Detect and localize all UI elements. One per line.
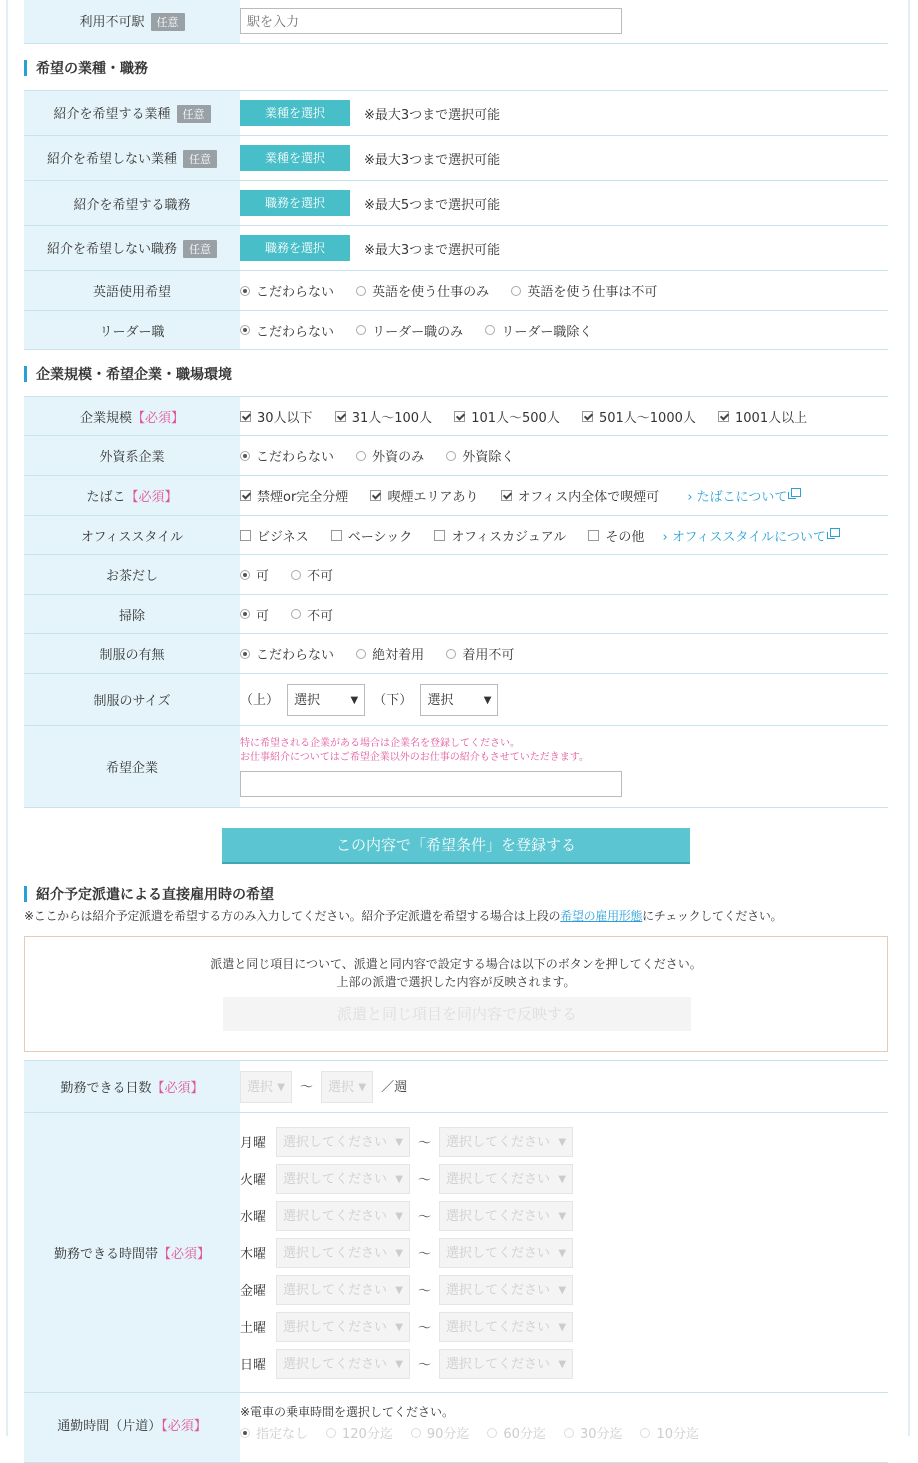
optional-badge: 任意: [177, 105, 211, 123]
radio-icon: [326, 1428, 336, 1438]
option-text: リーダー職のみ: [372, 324, 464, 340]
uniform-option-none[interactable]: [446, 644, 514, 663]
select-value: 選択してください: [283, 1282, 388, 1298]
required-mark: 【必須】: [125, 490, 178, 505]
leader-label: リーダー職: [24, 311, 240, 350]
select-duty-button[interactable]: 職務を選択: [240, 190, 350, 216]
section-title: 企業規模・希望企業・職場環境: [36, 367, 232, 383]
hours-to-select[interactable]: [439, 1275, 573, 1305]
radio-icon: [487, 1428, 497, 1438]
company-size-label: [24, 397, 240, 436]
job-cell-2: [240, 181, 888, 226]
radio-icon: [240, 286, 250, 296]
commute-option[interactable]: [564, 1423, 623, 1442]
dropdown-arrow-icon: ▼: [395, 1210, 403, 1222]
option-text: 501人～1000人: [598, 410, 696, 426]
link-text: たばこについて: [696, 490, 788, 505]
reflect-line-2: 上部の派遣で選択した内容が反映されます。: [336, 975, 576, 989]
preferred-company-label: 希望企業: [24, 726, 240, 808]
dropdown-arrow-icon: ▼: [558, 1284, 567, 1296]
work-hours-row: [240, 1234, 888, 1271]
dropdown-arrow-icon: ▼: [483, 694, 492, 706]
option-text: 30分迄: [579, 1427, 623, 1442]
days-from-select[interactable]: [240, 1071, 292, 1103]
option-text: こだわらない: [256, 450, 335, 465]
radio-icon: [411, 1428, 421, 1438]
preferred-company-cell: [240, 726, 888, 808]
reflect-area: [24, 930, 888, 1054]
work-hours-row: [240, 1123, 888, 1160]
radio-icon: [564, 1428, 574, 1438]
hours-to-select[interactable]: [439, 1201, 573, 1231]
dropdown-arrow-icon: ▼: [350, 694, 359, 706]
days-to-select[interactable]: [321, 1071, 373, 1103]
checkbox-icon: [240, 490, 251, 501]
dropdown-arrow-icon: ▼: [558, 1136, 567, 1148]
label-text: 紹介を希望しない業種: [46, 151, 177, 167]
select-value: 選択してください: [446, 1356, 551, 1372]
select-excluded-duty-button[interactable]: 職務を選択: [240, 235, 350, 261]
commute-option[interactable]: [411, 1423, 470, 1442]
checkbox-icon: [331, 530, 342, 541]
dropdown-arrow-icon: ▼: [395, 1247, 403, 1259]
option-text: ベーシック: [347, 529, 413, 545]
option-text: 60分迄: [503, 1427, 546, 1442]
option-text: リーダー職除く: [501, 324, 593, 340]
top-size-select[interactable]: [287, 684, 365, 716]
uniform-cell: [240, 634, 888, 674]
range-tilde: ～: [418, 1210, 432, 1225]
checkbox-icon: [501, 490, 512, 501]
uniform-size-label: 制服のサイズ: [24, 674, 240, 726]
unavailable-station-label: [24, 0, 240, 44]
register-conditions-button[interactable]: この内容で「希望条件」を登録する: [222, 828, 690, 864]
checkbox-icon: [434, 530, 445, 541]
label-text: 利用不可駅: [79, 14, 145, 30]
english-option-any[interactable]: [240, 281, 334, 300]
reflect-box: [24, 936, 888, 1052]
job-cell-3: [240, 226, 888, 271]
tobacco-cell: [240, 476, 888, 516]
preferred-company-note-1: 特に希望される企業がある場合は企業名を登録してください。: [240, 737, 520, 749]
dropdown-arrow-icon: ▼: [395, 1284, 403, 1296]
company-size-cell: [240, 397, 888, 436]
select-value: 選択: [247, 1079, 274, 1095]
section-job-header: [24, 44, 888, 90]
employment-type-link[interactable]: 希望の雇用形態: [560, 909, 643, 923]
day-label: 月曜: [240, 1136, 267, 1151]
radio-icon: [291, 570, 301, 580]
size-check-2[interactable]: [454, 407, 560, 426]
size-check-4[interactable]: [718, 407, 807, 426]
radio-icon: [485, 325, 495, 335]
foreign-option-any[interactable]: [240, 446, 334, 465]
tea-option-yes[interactable]: [240, 565, 269, 584]
option-text: ビジネス: [257, 529, 309, 545]
radio-icon: [240, 570, 250, 580]
external-window-icon: [830, 528, 840, 537]
radio-icon: [240, 451, 250, 461]
range-tilde: ～: [418, 1173, 432, 1188]
checkbox-icon: [370, 490, 381, 501]
option-text: 外資除く: [462, 450, 515, 465]
option-text: 可: [256, 608, 270, 624]
radio-icon: [446, 649, 456, 659]
radio-icon: [356, 286, 366, 296]
top-size-label: （上）: [240, 692, 280, 708]
option-text: 120分迄: [342, 1427, 393, 1442]
label-text: 紹介を希望する職務: [73, 197, 191, 213]
size-check-1[interactable]: [335, 407, 432, 426]
commute-option[interactable]: [487, 1423, 546, 1442]
work-hours-row: [240, 1345, 888, 1382]
checkbox-icon: [454, 411, 465, 422]
label-text: 通勤時間（片道）: [57, 1419, 162, 1434]
uniform-label: 制服の有無: [24, 634, 240, 674]
max-note: ※最大5つまで選択可能: [364, 197, 501, 213]
select-value: 選択してください: [446, 1208, 551, 1224]
hours-from-select[interactable]: [276, 1127, 410, 1157]
job-label-2: [24, 181, 240, 226]
office-style-info-link[interactable]: › オフィススタイルについて: [662, 530, 839, 545]
size-check-3[interactable]: [582, 407, 696, 426]
option-text: こだわらない: [256, 285, 335, 300]
range-tilde: ～: [418, 1358, 432, 1373]
section-dispatch-header: [24, 880, 888, 906]
desc-text: ※ここからは紹介予定派遣を希望する方のみ入力してください。紹介予定派遣を希望する場合は上段の: [24, 909, 561, 923]
commute-label: [24, 1393, 240, 1463]
preferred-company-note-2: お仕事紹介についてはご希望企業以外のお仕事の紹介もさせていただきます。: [240, 751, 589, 763]
preferred-company-input[interactable]: [240, 771, 622, 797]
option-text: こだわらない: [256, 324, 335, 340]
hours-to-select[interactable]: [439, 1312, 573, 1342]
office-check-3[interactable]: [588, 526, 644, 545]
bottom-size-select[interactable]: [420, 684, 498, 716]
tea-label: お茶だし: [24, 555, 240, 595]
label-text: 勤務できる日数: [60, 1081, 152, 1096]
range-tilde: ～: [418, 1321, 432, 1336]
uniform-option-must[interactable]: [356, 644, 424, 663]
reflect-line-1: 派遣と同じ項目について、派遣と同内容で設定する場合は以下のボタンを押してください。: [210, 957, 702, 971]
select-value: 選択してください: [283, 1134, 388, 1150]
label-text: 紹介を希望する業種: [53, 106, 171, 122]
checkbox-icon: [588, 530, 599, 541]
unavailable-station-cell: [240, 0, 888, 44]
radio-icon: [446, 451, 456, 461]
required-mark: 【必須】: [132, 410, 185, 426]
hours-to-select[interactable]: [439, 1164, 573, 1194]
office-style-label: オフィススタイル: [24, 516, 240, 555]
dropdown-arrow-icon: ▼: [558, 1210, 567, 1222]
select-value: 選択してください: [446, 1282, 551, 1298]
section-title: 紹介予定派遣による直接雇用時の希望: [36, 887, 274, 903]
dropdown-arrow-icon: ▼: [558, 1247, 567, 1259]
company-table: [24, 396, 888, 808]
tobacco-check-0[interactable]: [240, 486, 348, 505]
station-table: [24, 0, 888, 44]
select-value: 選択してください: [283, 1356, 388, 1372]
option-text: 禁煙or完全分煙: [257, 490, 349, 505]
dropdown-arrow-icon: ▼: [395, 1358, 403, 1370]
section-bar: [24, 60, 27, 76]
hours-from-select[interactable]: [276, 1312, 410, 1342]
option-text: 31人～100人: [351, 410, 433, 426]
day-label: 日曜: [240, 1358, 267, 1373]
option-text: 英語を使う仕事のみ: [372, 285, 490, 300]
office-check-0[interactable]: [240, 526, 309, 545]
option-text: 90分迄: [426, 1427, 470, 1442]
hours-from-select[interactable]: [276, 1349, 410, 1379]
section-title: 希望の業種・職務: [36, 61, 148, 77]
option-text: 10分迄: [656, 1427, 700, 1442]
select-value: 選択: [294, 692, 321, 708]
option-text: こだわらない: [256, 648, 335, 663]
hours-to-select[interactable]: [439, 1238, 573, 1268]
office-check-2[interactable]: [434, 526, 566, 545]
leader-option-exclude[interactable]: [485, 321, 592, 340]
optional-badge: 任意: [183, 240, 217, 258]
section-bar: [24, 886, 27, 902]
radio-icon: [240, 649, 250, 659]
leader-option-any[interactable]: [240, 321, 334, 340]
uniform-option-any[interactable]: [240, 644, 334, 663]
dropdown-arrow-icon: ▼: [277, 1081, 285, 1093]
leader-option-only[interactable]: [356, 321, 463, 340]
job-label-1: [24, 136, 240, 181]
foreign-cell: [240, 436, 888, 476]
radio-icon: [640, 1428, 650, 1438]
register-area: [24, 808, 888, 880]
left-frame-border: [6, 0, 8, 1436]
job-cell-1: [240, 136, 888, 181]
select-value: 選択してください: [283, 1319, 388, 1335]
english-option-only[interactable]: [356, 281, 489, 300]
cleaning-cell: [240, 595, 888, 634]
radio-icon: [291, 609, 301, 619]
job-table: [24, 90, 888, 350]
day-label: 木曜: [240, 1247, 267, 1262]
work-hours-cell: [240, 1113, 888, 1393]
select-value: 選択してください: [446, 1319, 551, 1335]
option-text: 30人以下: [257, 410, 313, 426]
reflect-same-button[interactable]: 派遣と同じ項目を同内容で反映する: [223, 997, 691, 1031]
select-excluded-industry-button[interactable]: 業種を選択: [240, 145, 350, 171]
option-text: 指定なし: [256, 1427, 309, 1442]
english-option-no[interactable]: [511, 281, 657, 300]
select-value: 選択してください: [283, 1208, 388, 1224]
hours-from-select[interactable]: [276, 1275, 410, 1305]
day-label: 金曜: [240, 1284, 267, 1299]
option-text: オフィスカジュアル: [451, 529, 567, 545]
radio-icon: [356, 649, 366, 659]
radio-icon: [240, 1428, 250, 1438]
hours-from-select[interactable]: [276, 1238, 410, 1268]
job-label-0: [24, 91, 240, 136]
work-days-cell: [240, 1061, 888, 1113]
foreign-option-exclude[interactable]: [446, 446, 514, 465]
work-hours-row: [240, 1271, 888, 1308]
option-text: 着用不可: [462, 648, 515, 663]
dropdown-arrow-icon: ▼: [395, 1173, 403, 1185]
hours-to-select[interactable]: [439, 1127, 573, 1157]
select-value: 選択: [328, 1079, 355, 1095]
tobacco-check-2[interactable]: [501, 486, 660, 505]
external-window-icon: [791, 488, 801, 497]
section-bar: [24, 366, 27, 382]
desc-text: にチェックしてください。: [642, 909, 783, 923]
range-tilde: ～: [418, 1284, 432, 1299]
bottom-size-label: （下）: [373, 692, 413, 708]
office-style-cell: [240, 516, 888, 555]
tobacco-check-1[interactable]: [370, 486, 478, 505]
range-tilde: ～: [300, 1079, 314, 1095]
option-text: 不可: [307, 569, 334, 584]
cleaning-label: 掃除: [24, 595, 240, 634]
option-text: 不可: [307, 608, 334, 624]
label-text: 企業規模: [79, 410, 132, 426]
day-label: 水曜: [240, 1210, 267, 1225]
dropdown-arrow-icon: ▼: [395, 1136, 403, 1148]
leader-cell: [240, 311, 888, 350]
range-tilde: ～: [418, 1136, 432, 1151]
checkbox-icon: [718, 411, 729, 422]
uniform-size-cell: [240, 674, 888, 726]
required-mark: 【必須】: [158, 1247, 211, 1262]
foreign-label: 外資系企業: [24, 436, 240, 476]
tea-cell: [240, 555, 888, 595]
option-text: 101人～500人: [471, 410, 560, 426]
day-label: 火曜: [240, 1173, 267, 1188]
radio-icon: [356, 325, 366, 335]
range-tilde: ～: [418, 1247, 432, 1262]
work-hours-row: [240, 1197, 888, 1234]
dropdown-arrow-icon: ▼: [358, 1081, 367, 1093]
select-industry-button[interactable]: 業種を選択: [240, 100, 350, 126]
select-value: 選択してください: [446, 1171, 551, 1187]
select-value: 選択してください: [283, 1171, 388, 1187]
radio-icon: [356, 451, 366, 461]
radio-icon: [240, 609, 250, 619]
form-wrapper: [24, 0, 888, 1463]
option-text: 可: [256, 569, 270, 584]
max-note: ※最大3つまで選択可能: [364, 152, 501, 168]
hours-to-select[interactable]: [439, 1349, 573, 1379]
station-input[interactable]: [240, 8, 622, 34]
work-days-label: [24, 1061, 240, 1113]
select-value: 選択してください: [446, 1134, 551, 1150]
dispatch-description: [24, 906, 888, 930]
work-hours-row: [240, 1160, 888, 1197]
right-frame-border: [908, 0, 910, 1436]
foreign-option-only[interactable]: [356, 446, 424, 465]
job-cell-0: [240, 91, 888, 136]
option-text: 絶対着用: [372, 648, 425, 663]
work-hours-row: [240, 1308, 888, 1345]
commute-cell: [240, 1393, 888, 1463]
hours-from-select[interactable]: [276, 1201, 410, 1231]
option-text: オフィス内全体で喫煙可: [517, 490, 660, 505]
checkbox-icon: [240, 530, 251, 541]
required-mark: 【必須】: [151, 1081, 204, 1096]
cleaning-option-yes[interactable]: [240, 605, 269, 624]
checkbox-icon: [582, 411, 593, 422]
radio-icon: [511, 286, 521, 296]
optional-badge: 任意: [183, 150, 217, 168]
commute-option[interactable]: [640, 1423, 699, 1442]
max-note: ※最大3つまで選択可能: [364, 107, 501, 123]
option-text: 喫煙エリアあり: [387, 490, 479, 505]
label-text: たばこ: [86, 490, 126, 505]
checkbox-icon: [335, 411, 346, 422]
tobacco-label: [24, 476, 240, 516]
option-text: 英語を使う仕事は不可: [527, 285, 658, 300]
required-mark: 【必須】: [161, 1419, 207, 1434]
optional-badge: 任意: [151, 13, 185, 31]
hours-from-select[interactable]: [276, 1164, 410, 1194]
size-check-0[interactable]: [240, 407, 313, 426]
commute-note: ※電車の乗車時間を選択してください。: [240, 1405, 455, 1419]
commute-option[interactable]: [326, 1423, 393, 1442]
label-text: 紹介を希望しない職務: [46, 241, 177, 257]
checkbox-icon: [240, 411, 251, 422]
option-text: その他: [605, 529, 645, 545]
work-hours-label: [24, 1113, 240, 1393]
dropdown-arrow-icon: ▼: [395, 1321, 403, 1333]
tobacco-info-link[interactable]: › たばこについて: [687, 490, 801, 505]
section-company-header: [24, 350, 888, 396]
dropdown-arrow-icon: ▼: [558, 1358, 567, 1370]
select-value: 選択: [427, 692, 454, 708]
cleaning-option-no[interactable]: [291, 605, 333, 624]
dropdown-arrow-icon: ▼: [558, 1321, 567, 1333]
dispatch-table: [24, 1060, 888, 1463]
dropdown-arrow-icon: ▼: [558, 1173, 567, 1185]
per-week-unit: ／週: [381, 1079, 408, 1095]
office-check-1[interactable]: [331, 526, 412, 545]
tea-option-no[interactable]: [291, 565, 333, 584]
commute-option[interactable]: [240, 1423, 308, 1442]
select-value: 選択してください: [446, 1245, 551, 1261]
radio-icon: [240, 325, 250, 335]
english-cell: [240, 271, 888, 311]
english-label: 英語使用希望: [24, 271, 240, 311]
job-label-3: [24, 226, 240, 271]
label-text: 勤務できる時間帯: [53, 1247, 158, 1262]
commute-options: [240, 1423, 888, 1442]
link-text: オフィススタイルについて: [671, 529, 826, 545]
option-text: 1001人以上: [735, 410, 808, 426]
select-value: 選択してください: [283, 1245, 388, 1261]
max-note: ※最大3つまで選択可能: [364, 242, 501, 258]
day-label: 土曜: [240, 1321, 267, 1336]
option-text: 外資のみ: [372, 450, 425, 465]
